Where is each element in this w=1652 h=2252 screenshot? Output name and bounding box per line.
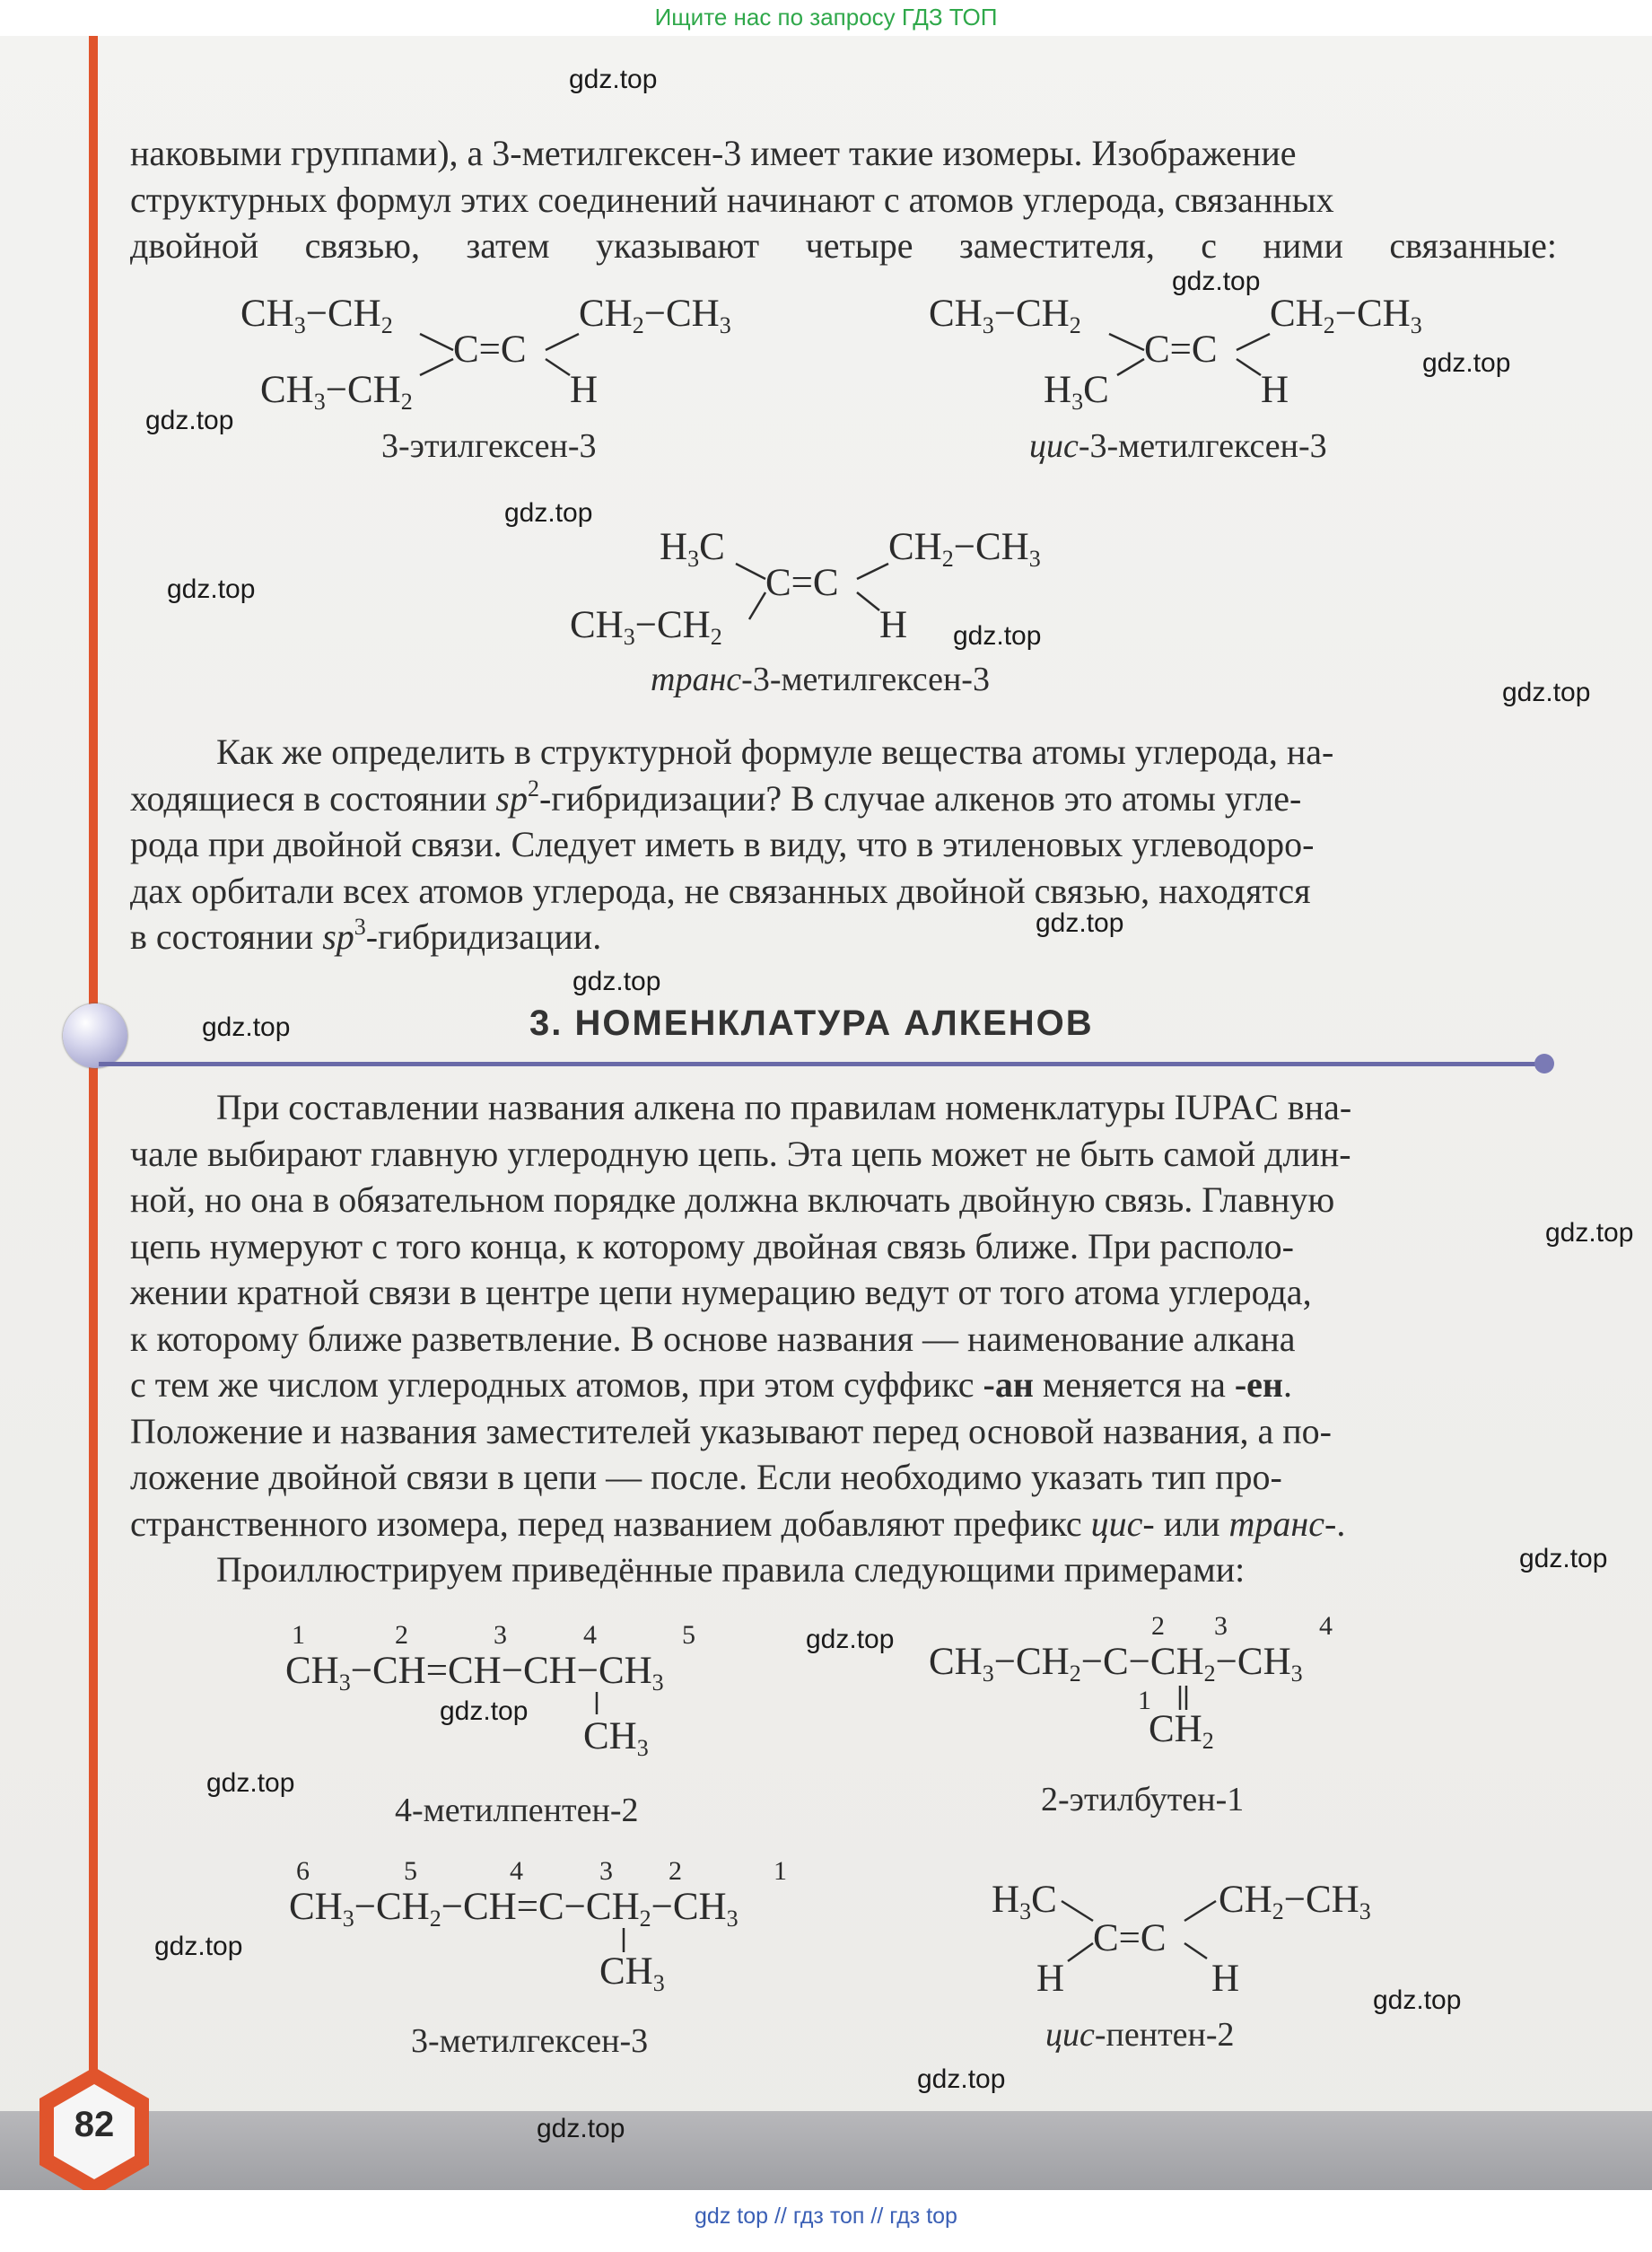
text-line: Положение и названия заместителей указывают перед основой названия, а по- <box>130 1410 1332 1451</box>
text-line: ной, но она в обязательном порядке должна включать двойную связь. Главную <box>130 1179 1335 1220</box>
bond-line <box>1184 1943 1207 1958</box>
formula-methylpentene-ch3: $CH_3$ <box>583 1715 649 1761</box>
section-ball-icon <box>63 1003 127 1068</box>
formula-trans-h3c: $H_3C$ <box>660 526 725 572</box>
rule-end-dot <box>1534 1054 1554 1073</box>
watermark: gdz.top <box>537 2114 625 2143</box>
page-number: 82 <box>74 2105 115 2144</box>
prefix-cis: цис- <box>1090 1503 1155 1544</box>
section-heading: 3. НОМЕНКЛАТУРА АЛКЕНОВ <box>529 1003 1094 1043</box>
watermark: gdz.top <box>1519 1544 1608 1573</box>
cispentene-caption: -пентен-2 <box>1094 2016 1235 2054</box>
text-line <box>130 775 1557 822</box>
watermark: gdz.top <box>1502 678 1591 707</box>
formula-methylpentene-chain: $CH_3-CH=CH-CH-CH_3$ <box>285 1650 664 1696</box>
text-span: ходящиеся в состоянии <box>130 777 496 819</box>
bond-line <box>1237 359 1261 375</box>
bond-line <box>736 564 765 579</box>
bond-line <box>420 334 453 350</box>
bond-line <box>857 564 888 579</box>
caption-ethylhexene: 3-этилгексен-3 <box>381 427 597 465</box>
text-line <box>130 1501 1557 1547</box>
formula-ethyl-ch3ch2-top: $CH_3-CH_2$ <box>240 293 393 338</box>
watermark: gdz.top <box>440 1696 529 1726</box>
text-line: ложение двойной связи в цепи — после. Если необходимо указать тип про- <box>130 1457 1282 1497</box>
bond-line <box>857 592 879 610</box>
atom-number: 2 <box>395 1620 408 1650</box>
trans-prefix: транс <box>651 661 742 698</box>
cis-prefix: цис <box>1045 2016 1095 2054</box>
text-line: жении кратной связи в центре цепи нумерацию ведут от того атома углерода, <box>130 1272 1312 1312</box>
text-span: -гибридизации. <box>365 916 602 957</box>
suffix-an: -ан <box>983 1364 1034 1405</box>
formula-ethyl-ch3ch2-bottom: $CH_3-CH_2$ <box>260 369 413 415</box>
formula-ethyl-ch2ch3: $CH_2-CH_3$ <box>579 293 731 338</box>
formula-ethyl-cc: C=C <box>453 329 527 371</box>
paragraph-nomenclature <box>130 1084 1557 1593</box>
bond-line <box>1117 359 1144 375</box>
text-line: двойной связью, затем указывают четыре заместителя, с ними связанные: <box>130 225 1557 266</box>
formula-cispentene-h-right: H <box>1211 1958 1240 2000</box>
watermark: gdz.top <box>154 1932 243 1961</box>
suffix-en: -ен <box>1234 1364 1283 1405</box>
formula-cis-ch3ch2: $CH_3-CH_2$ <box>929 293 1081 338</box>
text-line: к которому ближе разветвление. В основе названия — наименование алкана <box>130 1318 1296 1359</box>
formula-trans-ch3ch2: $CH_3-CH_2$ <box>570 604 722 650</box>
watermark: gdz.top <box>206 1768 295 1798</box>
trans-caption: -3-метилгексен-3 <box>741 661 990 698</box>
text-span: странственного изомера, перед названием добавляют префикс <box>130 1503 1091 1544</box>
bond-line <box>1237 334 1270 350</box>
sup-2: 2 <box>527 775 539 802</box>
formula-cis-ch2ch3: $CH_2-CH_3$ <box>1270 293 1422 338</box>
text-span: или <box>1154 1503 1229 1544</box>
atom-number: 1 <box>1138 1686 1151 1715</box>
atom-number: 6 <box>296 1856 310 1886</box>
formula-cis-cc: C=C <box>1144 329 1218 371</box>
watermark: gdz.top <box>569 65 658 94</box>
bottom-note[interactable]: gdz top // гдз топ // гдз top <box>695 2204 957 2229</box>
text-span: меняется на <box>1033 1364 1235 1405</box>
atom-number: 2 <box>669 1856 682 1886</box>
text-line: чале выбирают главную углеродную цепь. Эта цепь может не быть самой длин- <box>130 1133 1351 1174</box>
watermark: gdz.top <box>573 967 661 996</box>
caption-ethylbutene: 2-этилбутен-1 <box>1041 1781 1245 1818</box>
sp-term: sp <box>495 777 528 819</box>
text-line <box>130 1362 1557 1408</box>
formula-cispentene-h-left: H <box>1036 1958 1065 2000</box>
formula-cispentene-cc: C=C <box>1093 1917 1167 1959</box>
caption-methylpentene: 4-метилпентен-2 <box>395 1792 639 1829</box>
text-span: с тем же числом углеродных атомов, при этом суффикс <box>130 1364 983 1405</box>
bond-line <box>1068 1943 1093 1961</box>
paragraph-hybridization <box>130 729 1557 960</box>
section-rule <box>99 1062 1543 1066</box>
bond-line <box>1184 1901 1216 1921</box>
watermark: gdz.top <box>167 574 256 604</box>
watermark: gdz.top <box>202 1012 291 1042</box>
watermark: gdz.top <box>1373 1985 1462 2015</box>
sup-3: 3 <box>354 914 366 940</box>
caption-cispentene <box>1045 2015 1235 2055</box>
atom-number: 2 <box>1151 1611 1165 1641</box>
watermark: gdz.top <box>145 406 234 435</box>
watermark: gdz.top <box>806 1625 895 1654</box>
text-line: рода при двойной связи. Следует иметь в виду, что в этиленовых углеводоро- <box>130 824 1315 864</box>
formula-ethyl-h: H <box>570 369 599 411</box>
formula-methylhexene-chain: $CH_3-CH_2-CH=C-CH_2-CH_3$ <box>289 1886 739 1932</box>
formula-cispentene-ch2ch3: $CH_2-CH_3$ <box>1219 1879 1371 1924</box>
watermark: gdz.top <box>953 621 1042 651</box>
sp-term: sp <box>322 916 354 957</box>
text-line: дах орбитали всех атомов углерода, не связанных двойной связью, находятся <box>130 870 1311 911</box>
bond-line <box>1109 334 1144 350</box>
bond-line <box>1062 1901 1093 1921</box>
formula-trans-h: H <box>879 604 908 646</box>
text-line: структурных формул этих соединений начинают с атомов углерода, связанных <box>130 179 1334 220</box>
formula-cis-h3c: $H_3C$ <box>1044 369 1109 415</box>
watermark: gdz.top <box>1545 1218 1634 1248</box>
atom-number: 4 <box>583 1620 597 1650</box>
atom-number: 5 <box>682 1620 695 1650</box>
prefix-trans: транс- <box>1228 1503 1337 1544</box>
bond-line <box>546 359 570 375</box>
atom-number: 1 <box>774 1856 787 1886</box>
watermark: gdz.top <box>1422 348 1511 378</box>
text-line: цепь нумеруют с того конца, к которому двойная связь ближе. При располо- <box>130 1225 1294 1266</box>
text-span: в состоянии <box>130 916 323 957</box>
text-span: . <box>1336 1503 1346 1544</box>
cis-caption: -3-метилгексен-3 <box>1078 427 1327 465</box>
cis-prefix: цис <box>1029 427 1079 465</box>
text-span: -гибридизации? В случае алкенов это атомы угле- <box>538 777 1302 819</box>
formula-methylhexene-ch3: $CH_3$ <box>599 1950 665 1996</box>
caption-methylhexene: 3-метилгексен-3 <box>411 2022 649 2060</box>
atom-number: 5 <box>404 1856 417 1886</box>
formula-ethylbutene-ch2: $CH_2$ <box>1149 1708 1214 1754</box>
atom-number: 4 <box>510 1856 523 1886</box>
text-line <box>130 914 1557 960</box>
watermark: gdz.top <box>1172 267 1261 296</box>
formula-cis-h: H <box>1261 369 1289 411</box>
bond-line <box>749 592 765 619</box>
top-note[interactable]: Ищите нас по запросу ГДЗ ТОП <box>654 4 998 31</box>
watermark: gdz.top <box>1036 908 1124 938</box>
bond-line <box>546 334 579 350</box>
text-span: . <box>1282 1364 1292 1405</box>
text-line: наковыми группами), а 3-метилгексен-3 имеет такие изомеры. Изображение <box>130 133 1297 173</box>
watermark: gdz.top <box>917 2064 1006 2094</box>
atom-number: 1 <box>292 1620 305 1650</box>
text-line: Как же определить в структурной формуле вещества атомы углерода, на- <box>216 732 1334 772</box>
text-line: Проиллюстрируем приведённые правила следующими примерами: <box>216 1549 1246 1590</box>
bond-line <box>420 359 453 375</box>
text-line: При составлении названия алкена по правилам номенклатуры IUPAC вна- <box>216 1087 1352 1127</box>
atom-number: 3 <box>494 1620 507 1650</box>
formula-cispentene-h3c: $H_3C$ <box>992 1879 1057 1924</box>
formula-trans-ch2ch3: $CH_2-CH_3$ <box>888 526 1041 572</box>
formula-ethylbutene-chain: $CH_3-CH_2-C-CH_2-CH_3$ <box>929 1641 1303 1687</box>
caption-trans-methylhexene <box>651 660 990 699</box>
formula-trans-cc: C=C <box>765 562 839 604</box>
atom-number: 4 <box>1319 1611 1333 1641</box>
caption-cis-methylhexene <box>1029 426 1327 466</box>
atom-number: 3 <box>1214 1611 1228 1641</box>
watermark: gdz.top <box>504 498 593 528</box>
atom-number: 3 <box>599 1856 613 1886</box>
